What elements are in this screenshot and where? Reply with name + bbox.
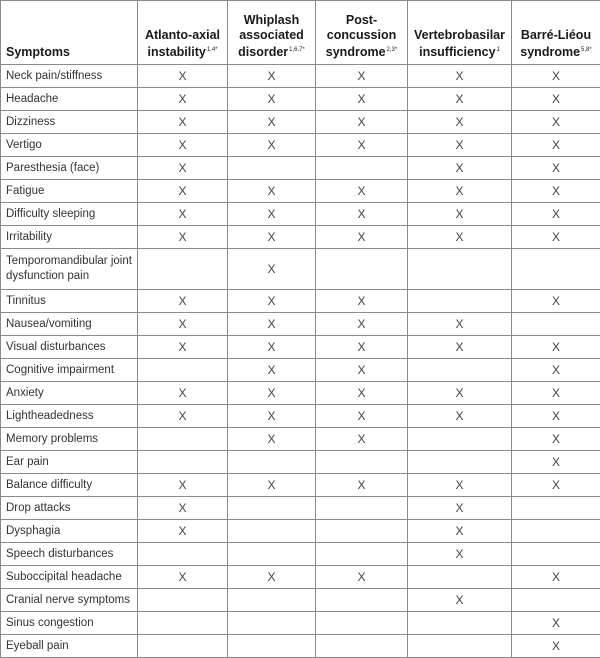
- symptom-cell: Cranial nerve symptoms: [1, 589, 138, 612]
- mark-cell: [228, 543, 316, 566]
- symptom-cell: Dysphagia: [1, 520, 138, 543]
- mark-cell: [408, 635, 512, 658]
- mark-cell: X: [228, 180, 316, 203]
- mark-cell: X: [316, 359, 408, 382]
- table-row: [1, 249, 600, 290]
- mark-cell: [316, 497, 408, 520]
- mark-cell: X: [316, 180, 408, 203]
- table-row: [1, 290, 600, 313]
- mark-cell: X: [228, 226, 316, 249]
- mark-cell: X: [228, 249, 316, 290]
- mark-cell: [316, 635, 408, 658]
- mark-cell: X: [408, 226, 512, 249]
- mark-cell: X: [512, 111, 600, 134]
- symptom-cell: Sinus congestion: [1, 612, 138, 635]
- table-row: [1, 203, 600, 226]
- table-row: [1, 111, 600, 134]
- mark-cell: X: [408, 382, 512, 405]
- mark-cell: [228, 612, 316, 635]
- symptom-cell: Speech disturbances: [1, 543, 138, 566]
- mark-cell: X: [138, 382, 228, 405]
- symptom-cell: Cognitive impairment: [1, 359, 138, 382]
- symptom-cell: Difficulty sleeping: [1, 203, 138, 226]
- mark-cell: X: [408, 405, 512, 428]
- table-row: [1, 359, 600, 382]
- mark-cell: [408, 290, 512, 313]
- mark-cell: X: [512, 65, 600, 88]
- mark-cell: X: [408, 88, 512, 111]
- mark-cell: X: [512, 474, 600, 497]
- mark-cell: X: [228, 134, 316, 157]
- mark-cell: [408, 451, 512, 474]
- mark-cell: X: [138, 566, 228, 589]
- table-row: [1, 497, 600, 520]
- mark-cell: X: [408, 134, 512, 157]
- mark-cell: [138, 359, 228, 382]
- mark-cell: X: [316, 65, 408, 88]
- mark-cell: [228, 497, 316, 520]
- mark-cell: [138, 612, 228, 635]
- mark-cell: X: [138, 405, 228, 428]
- mark-cell: X: [316, 134, 408, 157]
- mark-cell: X: [228, 111, 316, 134]
- header-row: [1, 1, 600, 65]
- table-body: [1, 65, 600, 658]
- mark-cell: X: [408, 336, 512, 359]
- mark-cell: X: [512, 134, 600, 157]
- mark-cell: X: [228, 359, 316, 382]
- symptom-cell: Temporomandibular joint dysfunction pain: [1, 249, 138, 290]
- symptom-cell: Irritability: [1, 226, 138, 249]
- mark-cell: X: [228, 65, 316, 88]
- mark-cell: [408, 359, 512, 382]
- mark-cell: [408, 612, 512, 635]
- mark-cell: X: [316, 313, 408, 336]
- mark-cell: X: [512, 203, 600, 226]
- mark-cell: X: [138, 290, 228, 313]
- mark-cell: X: [138, 88, 228, 111]
- mark-cell: X: [316, 336, 408, 359]
- mark-cell: X: [512, 428, 600, 451]
- mark-cell: X: [228, 336, 316, 359]
- symptom-cell: Balance difficulty: [1, 474, 138, 497]
- symptom-cell: Drop attacks: [1, 497, 138, 520]
- mark-cell: X: [408, 543, 512, 566]
- symptom-cell: Suboccipital headache: [1, 566, 138, 589]
- mark-cell: X: [316, 566, 408, 589]
- mark-cell: X: [512, 405, 600, 428]
- symptom-cell: Anxiety: [1, 382, 138, 405]
- mark-cell: X: [512, 451, 600, 474]
- mark-cell: X: [138, 134, 228, 157]
- mark-cell: [512, 249, 600, 290]
- mark-cell: [316, 612, 408, 635]
- symptom-cell: Tinnitus: [1, 290, 138, 313]
- mark-cell: X: [408, 157, 512, 180]
- mark-cell: X: [228, 313, 316, 336]
- mark-cell: X: [138, 111, 228, 134]
- mark-cell: X: [228, 382, 316, 405]
- symptom-cell: Paresthesia (face): [1, 157, 138, 180]
- mark-cell: X: [512, 336, 600, 359]
- mark-cell: X: [512, 359, 600, 382]
- mark-cell: [138, 543, 228, 566]
- mark-cell: [138, 589, 228, 612]
- mark-cell: X: [408, 203, 512, 226]
- table-row: [1, 543, 600, 566]
- symptom-cell: Nausea/vomiting: [1, 313, 138, 336]
- header-post-concussion: Post-concussion syndrome$^{2,3*}$: [316, 1, 408, 65]
- symptom-cell: Dizziness: [1, 111, 138, 134]
- mark-cell: X: [138, 157, 228, 180]
- mark-cell: X: [316, 474, 408, 497]
- table-row: [1, 451, 600, 474]
- symptom-cell: Ear pain: [1, 451, 138, 474]
- mark-cell: X: [228, 88, 316, 111]
- mark-cell: X: [408, 474, 512, 497]
- mark-cell: X: [408, 520, 512, 543]
- mark-cell: [228, 157, 316, 180]
- header-atlanto-axial: Atlanto-axial instability$^{1,4*}$: [138, 1, 228, 65]
- mark-cell: X: [512, 88, 600, 111]
- table-row: [1, 180, 600, 203]
- mark-cell: [512, 497, 600, 520]
- mark-cell: [228, 520, 316, 543]
- table-row: [1, 520, 600, 543]
- mark-cell: [228, 635, 316, 658]
- table-row: [1, 589, 600, 612]
- symptom-cell: Visual disturbances: [1, 336, 138, 359]
- mark-cell: X: [512, 290, 600, 313]
- mark-cell: X: [512, 180, 600, 203]
- mark-cell: [138, 451, 228, 474]
- mark-cell: [316, 249, 408, 290]
- table-row: [1, 566, 600, 589]
- table-row: [1, 612, 600, 635]
- mark-cell: [512, 589, 600, 612]
- mark-cell: X: [316, 203, 408, 226]
- mark-cell: X: [316, 226, 408, 249]
- table-row: [1, 226, 600, 249]
- mark-cell: X: [316, 405, 408, 428]
- mark-cell: X: [512, 635, 600, 658]
- mark-cell: X: [408, 313, 512, 336]
- mark-cell: [138, 249, 228, 290]
- mark-cell: X: [512, 612, 600, 635]
- mark-cell: [408, 249, 512, 290]
- table-row: [1, 65, 600, 88]
- mark-cell: X: [408, 180, 512, 203]
- mark-cell: X: [408, 111, 512, 134]
- symptom-cell: Fatigue: [1, 180, 138, 203]
- mark-cell: X: [138, 313, 228, 336]
- mark-cell: [316, 520, 408, 543]
- mark-cell: X: [512, 566, 600, 589]
- mark-cell: X: [408, 65, 512, 88]
- symptom-cell: Memory problems: [1, 428, 138, 451]
- table-row: [1, 313, 600, 336]
- mark-cell: X: [138, 180, 228, 203]
- mark-cell: X: [316, 290, 408, 313]
- mark-cell: [316, 451, 408, 474]
- mark-cell: X: [316, 382, 408, 405]
- mark-cell: X: [512, 226, 600, 249]
- table-row: [1, 474, 600, 497]
- mark-cell: [316, 157, 408, 180]
- mark-cell: X: [138, 226, 228, 249]
- table-row: [1, 382, 600, 405]
- mark-cell: [316, 589, 408, 612]
- mark-cell: [138, 635, 228, 658]
- table-row: [1, 428, 600, 451]
- symptom-cell: Vertigo: [1, 134, 138, 157]
- mark-cell: [228, 589, 316, 612]
- mark-cell: X: [228, 566, 316, 589]
- mark-cell: [138, 428, 228, 451]
- mark-cell: [408, 566, 512, 589]
- mark-cell: X: [228, 428, 316, 451]
- mark-cell: X: [228, 405, 316, 428]
- table-row: [1, 134, 600, 157]
- mark-cell: X: [138, 65, 228, 88]
- mark-cell: X: [138, 203, 228, 226]
- mark-cell: X: [228, 474, 316, 497]
- mark-cell: [316, 543, 408, 566]
- mark-cell: X: [408, 589, 512, 612]
- table-row: [1, 336, 600, 359]
- mark-cell: X: [228, 203, 316, 226]
- header-barre-lieou: Barré-Liéou syndrome$^{5,8*}$: [512, 1, 600, 65]
- header-whiplash: Whiplash associated disorder$^{1,6,7*}$: [228, 1, 316, 65]
- header-symptoms: Symptoms: [1, 1, 138, 65]
- symptom-cell: Neck pain/stiffness: [1, 65, 138, 88]
- mark-cell: X: [408, 497, 512, 520]
- mark-cell: X: [228, 290, 316, 313]
- table-row: [1, 405, 600, 428]
- mark-cell: [512, 520, 600, 543]
- mark-cell: [228, 451, 316, 474]
- mark-cell: X: [512, 157, 600, 180]
- mark-cell: [512, 543, 600, 566]
- table-row: [1, 88, 600, 111]
- mark-cell: X: [512, 382, 600, 405]
- symptom-cell: Headache: [1, 88, 138, 111]
- mark-cell: X: [138, 497, 228, 520]
- mark-cell: X: [138, 336, 228, 359]
- symptom-cell: Lightheadedness: [1, 405, 138, 428]
- mark-cell: X: [316, 88, 408, 111]
- mark-cell: X: [138, 474, 228, 497]
- symptom-cell: Eyeball pain: [1, 635, 138, 658]
- table-row: [1, 635, 600, 658]
- mark-cell: [512, 313, 600, 336]
- mark-cell: [408, 428, 512, 451]
- mark-cell: X: [316, 111, 408, 134]
- header-vertebrobasilar: Vertebrobasilar insufficiency$^1$: [408, 1, 512, 65]
- table-row: [1, 157, 600, 180]
- mark-cell: X: [316, 428, 408, 451]
- mark-cell: X: [138, 520, 228, 543]
